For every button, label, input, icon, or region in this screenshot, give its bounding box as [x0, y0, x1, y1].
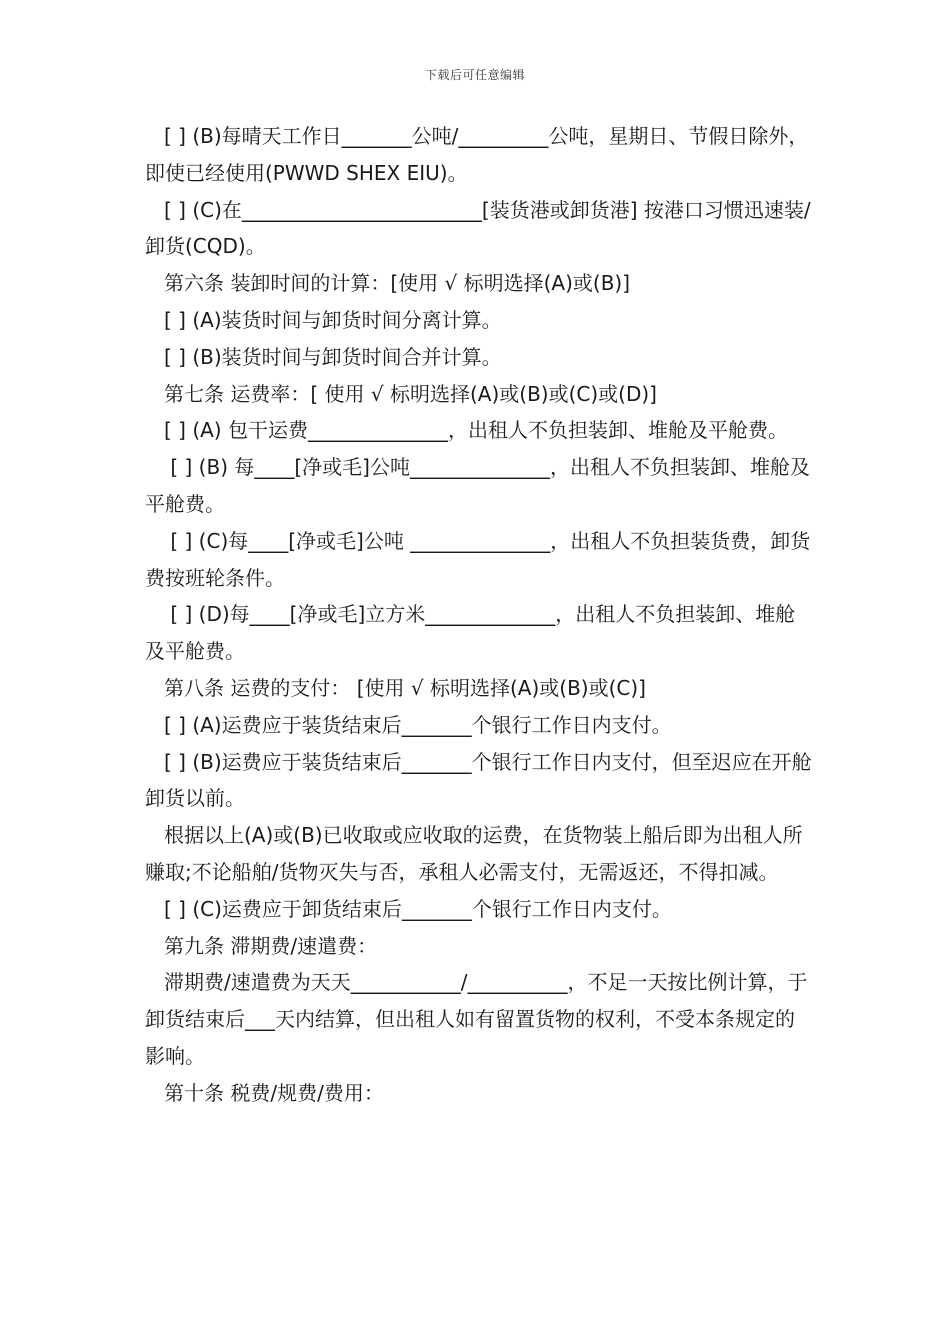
- paragraph-clause8-b: [ ] (B)运费应于装货结束后_______个银行工作日内支付，但至迟应在开舱卸货以前。: [145, 749, 812, 811]
- paragraph-clause6-b: [ ] (B)装货时间与卸货时间合并计算。: [164, 344, 502, 369]
- document-body: [145, 118, 813, 1112]
- paragraph-clause7-b: [ ] (B) 每____[净或毛]公吨______________，出租人不负担装卸、堆舱及平舱费。: [145, 455, 810, 516]
- paragraph-clause5-c: [ ] (C)在________________________[装货港或卸货港] 按港口习惯迅速装/卸货(CQD)。: [145, 197, 811, 259]
- clause-9-heading: 第九条 滞期费/速遣费：: [164, 933, 378, 958]
- clause-6-heading: 第六条 装卸时间的计算：[使用 √ 标明选择(A)或(B)]: [164, 271, 631, 296]
- paragraph-clause7-a: [ ] (A) 包干运费______________，出租人不负担装卸、堆舱及平舱费。: [164, 418, 788, 443]
- clause-10-heading: 第十条 税费/规费/费用：: [164, 1080, 384, 1105]
- paragraph-clause9-body: 滞期费/速遣费为天天___________/__________，不足一天按比例计算，于卸货结束后___天内结算，但出租人如有留置货物的权利，不受本条规定的影响。: [145, 970, 808, 1068]
- paragraph-clause7-d: [ ] (D)每____[净或毛]立方米_____________，出租人不负担装卸、堆舱及平舱费。: [145, 602, 796, 664]
- paragraph-clause8-note: 根据以上(A)或(B)已收取或应收取的运费，在货物装上船后即为出租人所赚取;不论船舶/货物灭失与否，承租人必需支付，无需返还，不得扣减。: [145, 823, 803, 884]
- clause-8-heading: 第八条 运费的支付： [使用 √ 标明选择(A)或(B)或(C)]: [164, 675, 646, 700]
- paragraph-clause8-c: [ ] (C)运费应于卸货结束后_______个银行工作日内支付。: [164, 896, 672, 921]
- clause-7-heading: 第七条 运费率：[ 使用 √ 标明选择(A)或(B)或(C)或(D)]: [164, 381, 657, 406]
- paragraph-clause8-a: [ ] (A)运费应于装货结束后_______个银行工作日内支付。: [164, 712, 672, 737]
- paragraph-clause5-b: [ ] (B)每晴天工作日_______公吨/_________公吨，星期日、节假日除外，即使已经使用(PWWD SHEX EIU)。: [145, 124, 809, 185]
- paragraph-clause6-a: [ ] (A)装货时间与卸货时间分离计算。: [164, 307, 502, 332]
- page-header: 下载后可任意编辑: [424, 68, 525, 82]
- paragraph-clause7-c: [ ] (C)每____[净或毛]公吨 ______________，出租人不负担装货费，卸货费按班轮条件。: [145, 528, 811, 590]
